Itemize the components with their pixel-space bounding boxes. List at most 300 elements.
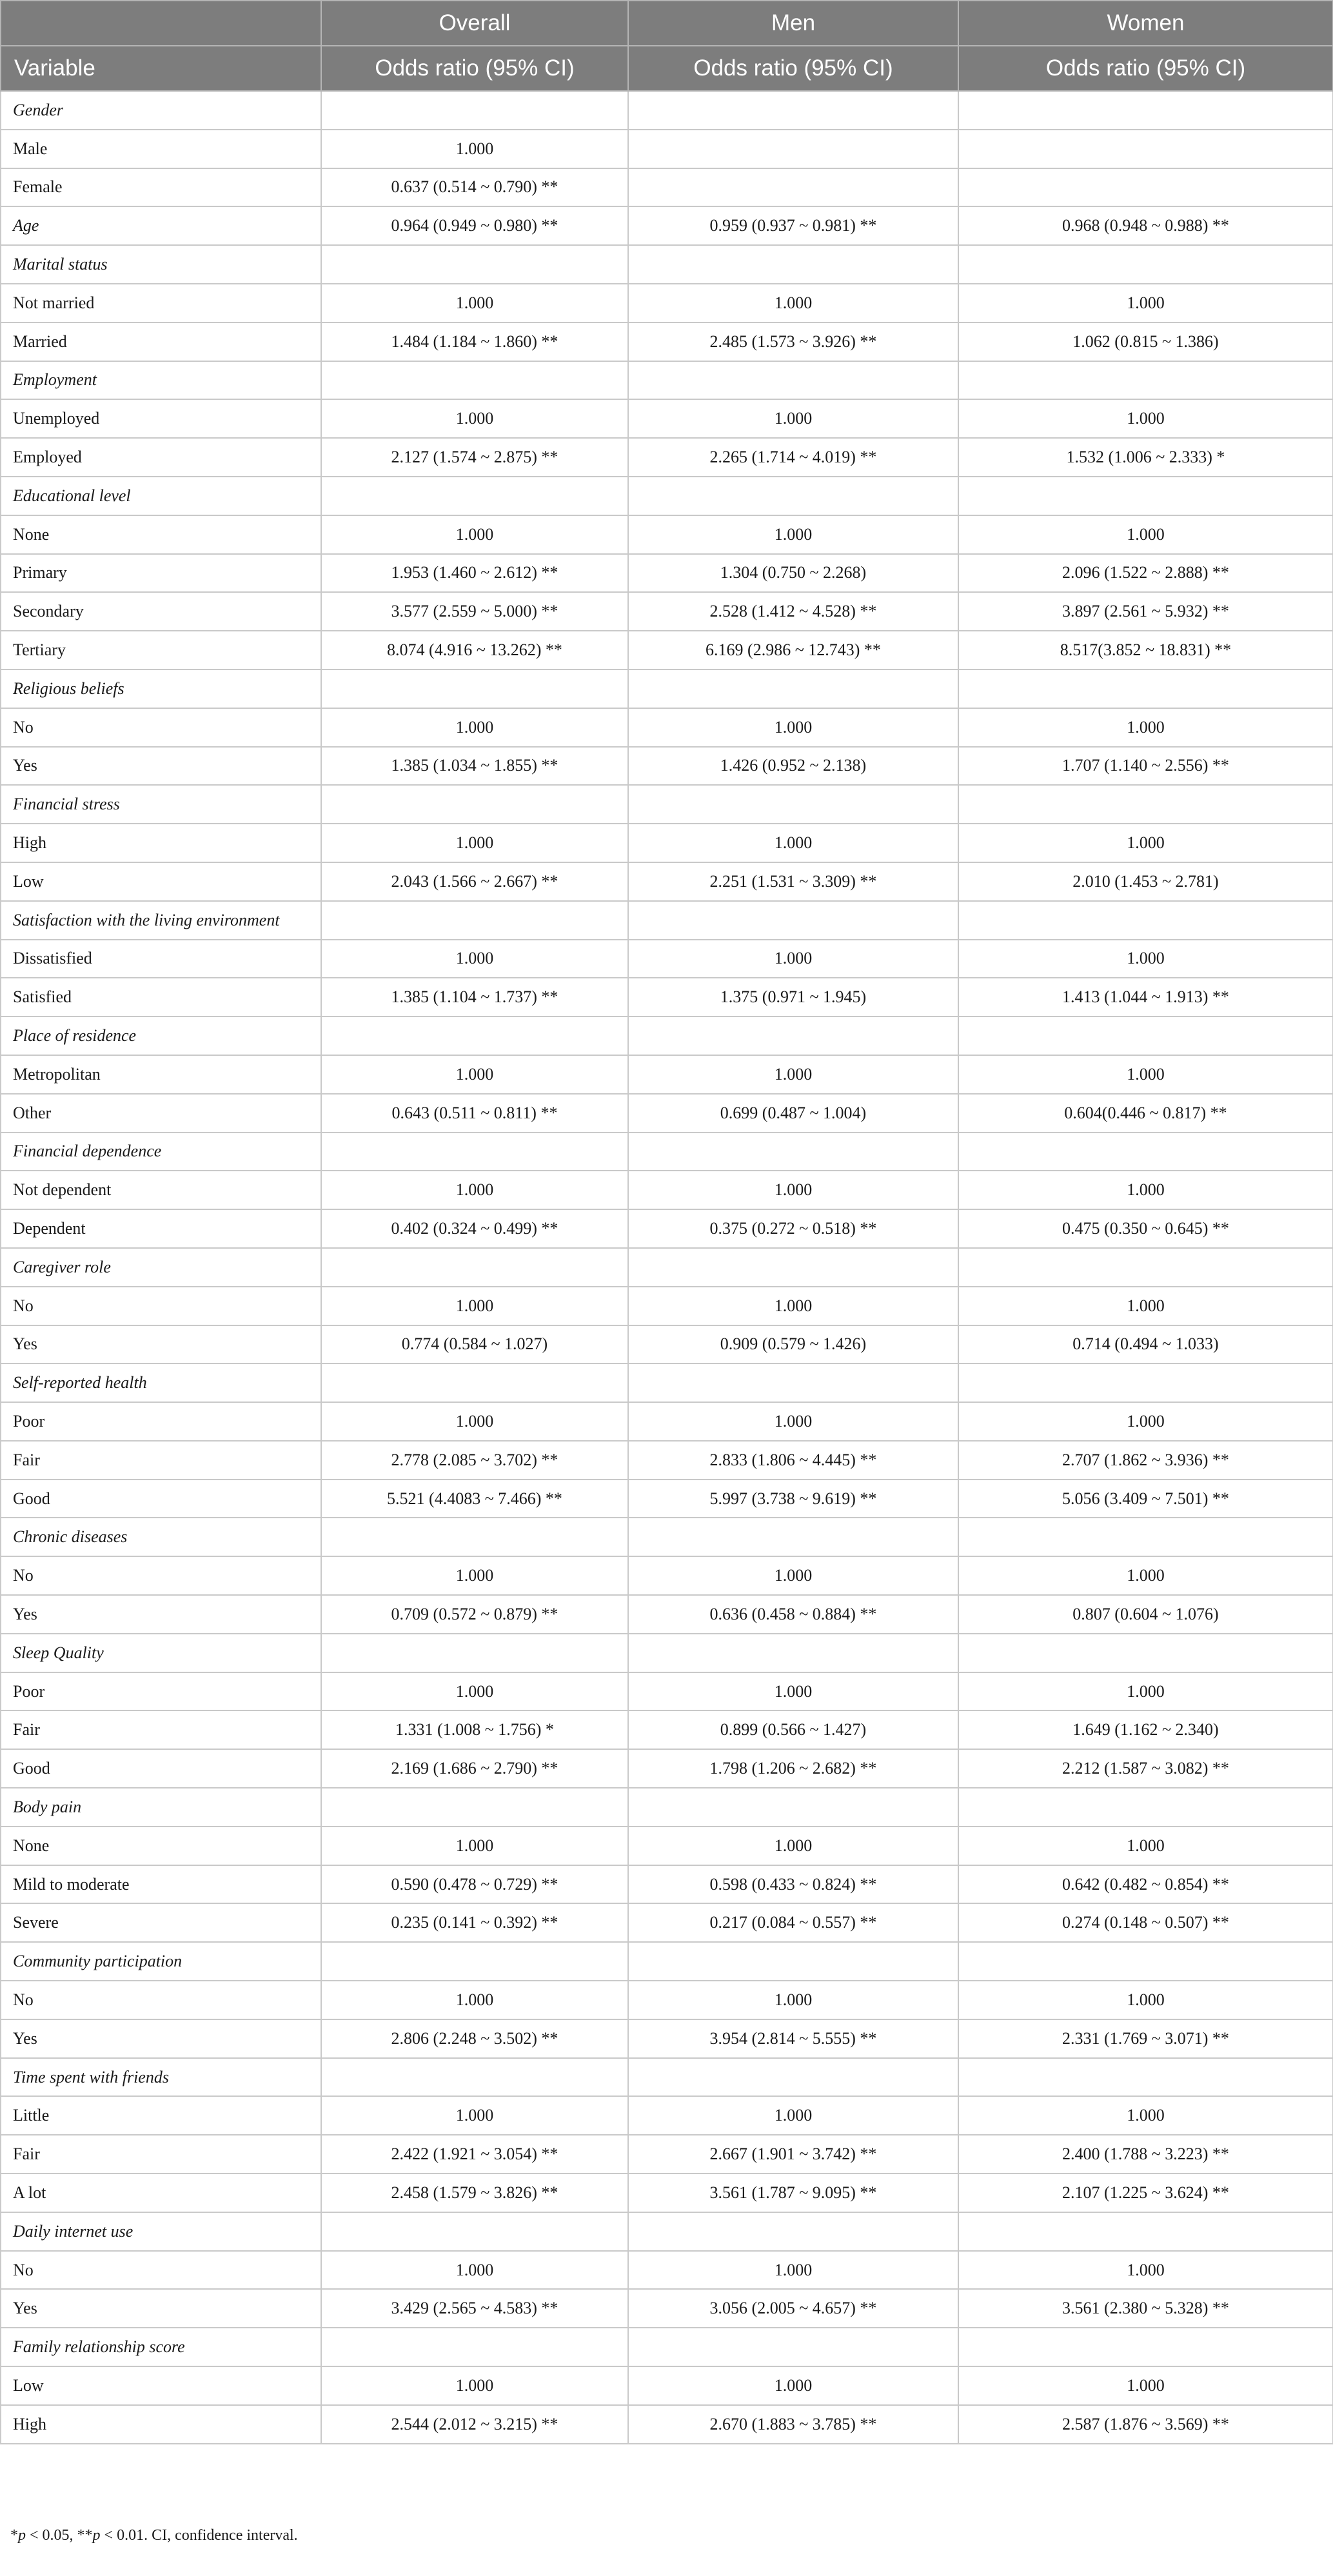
odds-ratio-cell-women <box>958 1518 1333 1556</box>
odds-ratio-cell-men: 2.667 (1.901 ~ 3.742) ** <box>628 2135 958 2174</box>
odds-ratio-cell-overall: 0.964 (0.949 ~ 0.980) ** <box>321 206 628 245</box>
odds-ratio-cell-women: 1.000 <box>958 1171 1333 1209</box>
group-label-cell: Educational level <box>1 477 321 515</box>
odds-ratio-cell-men: 1.000 <box>628 2366 958 2405</box>
odds-ratio-cell-men: 2.265 (1.714 ~ 4.019) ** <box>628 438 958 477</box>
table-row <box>1 515 1333 554</box>
group-label-cell: Community participation <box>1 1942 321 1981</box>
variable-label-cell: Fair <box>1 1441 321 1480</box>
odds-ratio-cell-overall <box>321 1133 628 1171</box>
odds-ratio-cell-women: 1.000 <box>958 1981 1333 2019</box>
odds-ratio-cell-overall: 8.074 (4.916 ~ 13.262) ** <box>321 631 628 669</box>
odds-ratio-cell-women: 8.517(3.852 ~ 18.831) ** <box>958 631 1333 669</box>
odds-ratio-cell-overall <box>321 1788 628 1827</box>
odds-ratio-cell-overall: 1.000 <box>321 2366 628 2405</box>
header-men: Men <box>628 1 958 46</box>
table-row <box>1 2289 1333 2328</box>
group-label-cell: Financial stress <box>1 785 321 824</box>
odds-ratio-cell-men: 1.304 (0.750 ~ 2.268) <box>628 554 958 593</box>
odds-ratio-cell-women <box>958 245 1333 284</box>
odds-ratio-cell-men: 2.528 (1.412 ~ 4.528) ** <box>628 592 958 631</box>
odds-ratio-cell-overall: 1.000 <box>321 1055 628 1094</box>
odds-ratio-cell-women: 3.897 (2.561 ~ 5.932) ** <box>958 592 1333 631</box>
odds-ratio-cell-men <box>628 1942 958 1981</box>
table-row <box>1 631 1333 669</box>
odds-ratio-cell-overall: 0.590 (0.478 ~ 0.729) ** <box>321 1865 628 1904</box>
odds-ratio-cell-men: 5.997 (3.738 ~ 9.619) ** <box>628 1480 958 1518</box>
variable-label-cell: No <box>1 2251 321 2290</box>
variable-label-cell: Dissatisfied <box>1 940 321 978</box>
odds-ratio-cell-overall: 0.402 (0.324 ~ 0.499) ** <box>321 1209 628 1248</box>
header-women: Women <box>958 1 1333 46</box>
header-row-columns <box>1 46 1333 91</box>
variable-label-cell: Satisfied <box>1 978 321 1016</box>
table-group-row <box>1 1788 1333 1827</box>
variable-label-cell: Severe <box>1 1903 321 1942</box>
table-group-row <box>1 1016 1333 1055</box>
variable-label-cell: Metropolitan <box>1 1055 321 1094</box>
table-row <box>1 322 1333 361</box>
odds-ratio-cell-overall: 1.000 <box>321 940 628 978</box>
odds-ratio-cell-women: 0.968 (0.948 ~ 0.988) ** <box>958 206 1333 245</box>
group-label-cell: Marital status <box>1 245 321 284</box>
table-group-row <box>1 1363 1333 1402</box>
table-row <box>1 1287 1333 1325</box>
table-group-row <box>1 206 1333 245</box>
group-label-cell: Employment <box>1 361 321 400</box>
variable-label-cell: A lot <box>1 2174 321 2212</box>
odds-ratio-cell-men <box>628 361 958 400</box>
odds-ratio-cell-women: 2.010 (1.453 ~ 2.781) <box>958 862 1333 901</box>
odds-ratio-cell-men <box>628 1634 958 1672</box>
table-row <box>1 1094 1333 1133</box>
table-group-row <box>1 669 1333 708</box>
table-header <box>1 1 1333 91</box>
table-row <box>1 1325 1333 1364</box>
odds-ratio-cell-overall: 3.429 (2.565 ~ 4.583) ** <box>321 2289 628 2328</box>
odds-ratio-cell-overall: 1.000 <box>321 399 628 438</box>
variable-label-cell: Not dependent <box>1 1171 321 1209</box>
footnote-sig-text-2: < 0.01. CI, confidence interval. <box>100 2527 298 2544</box>
odds-ratio-cell-women: 2.331 (1.769 ~ 3.071) ** <box>958 2019 1333 2058</box>
odds-ratio-cell-women: 1.707 (1.140 ~ 2.556) ** <box>958 747 1333 786</box>
variable-label-cell: Primary <box>1 554 321 593</box>
variable-label-cell: Not married <box>1 284 321 322</box>
variable-label-cell: Poor <box>1 1672 321 1711</box>
variable-label-cell: Dependent <box>1 1209 321 1248</box>
header-odds-ratio-women: Odds ratio (95% CI) <box>958 46 1333 91</box>
table-row <box>1 130 1333 168</box>
variable-label-cell: Secondary <box>1 592 321 631</box>
odds-ratio-cell-overall <box>321 785 628 824</box>
odds-ratio-cell-women <box>958 901 1333 940</box>
odds-ratio-cell-overall: 1.000 <box>321 708 628 747</box>
odds-ratio-cell-women: 1.000 <box>958 1055 1333 1094</box>
variable-label-cell: Fair <box>1 2135 321 2174</box>
table-group-row <box>1 1248 1333 1287</box>
odds-ratio-cell-men: 1.000 <box>628 1171 958 1209</box>
table-row <box>1 1556 1333 1595</box>
odds-ratio-cell-men: 1.000 <box>628 284 958 322</box>
odds-ratio-cell-women: 2.096 (1.522 ~ 2.888) ** <box>958 554 1333 593</box>
odds-ratio-cell-women: 0.475 (0.350 ~ 0.645) ** <box>958 1209 1333 1248</box>
odds-ratio-cell-overall <box>321 1016 628 1055</box>
footnote-sig-text-1: < 0.05, <box>26 2527 77 2544</box>
odds-ratio-cell-women <box>958 1788 1333 1827</box>
table-row <box>1 1480 1333 1518</box>
variable-label-cell: Good <box>1 1480 321 1518</box>
variable-label-cell: Little <box>1 2096 321 2135</box>
variable-label-cell: High <box>1 2405 321 2444</box>
odds-ratio-cell-men <box>628 2328 958 2366</box>
odds-ratio-cell-men: 1.000 <box>628 1402 958 1441</box>
odds-ratio-cell-men: 3.561 (1.787 ~ 9.095) ** <box>628 2174 958 2212</box>
footnote-sig-symbol-1: * <box>10 2527 18 2544</box>
table-group-row <box>1 1634 1333 1672</box>
odds-ratio-cell-men: 1.000 <box>628 1055 958 1094</box>
odds-ratio-cell-men: 1.000 <box>628 1556 958 1595</box>
table-group-row <box>1 785 1333 824</box>
odds-ratio-cell-women: 1.000 <box>958 1672 1333 1711</box>
variable-label-cell: Other <box>1 1094 321 1133</box>
odds-ratio-cell-women: 1.000 <box>958 940 1333 978</box>
odds-ratio-cell-overall: 0.709 (0.572 ~ 0.879) ** <box>321 1595 628 1634</box>
odds-ratio-cell-men <box>628 785 958 824</box>
variable-label-cell: Good <box>1 1749 321 1788</box>
odds-ratio-cell-women <box>958 2058 1333 2097</box>
odds-ratio-cell-overall <box>321 245 628 284</box>
odds-ratio-cell-overall: 2.544 (2.012 ~ 3.215) ** <box>321 2405 628 2444</box>
group-label-cell: Sleep Quality <box>1 1634 321 1672</box>
odds-ratio-cell-overall <box>321 477 628 515</box>
odds-ratio-cell-men <box>628 91 958 130</box>
variable-label-cell: Tertiary <box>1 631 321 669</box>
table-group-row <box>1 1133 1333 1171</box>
odds-ratio-cell-overall <box>321 1363 628 1402</box>
table-row <box>1 2405 1333 2444</box>
odds-ratio-cell-men: 0.598 (0.433 ~ 0.824) ** <box>628 1865 958 1904</box>
table-row <box>1 1672 1333 1711</box>
variable-label-cell: Low <box>1 2366 321 2405</box>
odds-ratio-cell-overall <box>321 1518 628 1556</box>
odds-ratio-cell-overall: 1.000 <box>321 2251 628 2290</box>
odds-ratio-cell-overall: 1.000 <box>321 2096 628 2135</box>
odds-ratio-cell-women <box>958 477 1333 515</box>
odds-ratio-cell-women: 1.000 <box>958 284 1333 322</box>
odds-ratio-cell-men <box>628 1248 958 1287</box>
group-label-cell: Caregiver role <box>1 1248 321 1287</box>
odds-ratio-cell-men: 1.000 <box>628 399 958 438</box>
odds-ratio-cell-women: 1.000 <box>958 2251 1333 2290</box>
odds-ratio-cell-men: 0.375 (0.272 ~ 0.518) ** <box>628 1209 958 1248</box>
odds-ratio-cell-women: 2.707 (1.862 ~ 3.936) ** <box>958 1441 1333 1480</box>
odds-ratio-cell-women: 2.107 (1.225 ~ 3.624) ** <box>958 2174 1333 2212</box>
odds-ratio-cell-women <box>958 361 1333 400</box>
odds-ratio-cell-overall: 2.806 (2.248 ~ 3.502) ** <box>321 2019 628 2058</box>
odds-ratio-cell-men <box>628 2212 958 2251</box>
variable-label-cell: Poor <box>1 1402 321 1441</box>
table-group-row <box>1 901 1333 940</box>
variable-label-cell: Female <box>1 168 321 207</box>
table-row <box>1 1595 1333 1634</box>
odds-ratio-cell-men: 6.169 (2.986 ~ 12.743) ** <box>628 631 958 669</box>
variable-label-cell: High <box>1 824 321 862</box>
odds-ratio-cell-women <box>958 2328 1333 2366</box>
odds-ratio-cell-overall: 5.521 (4.4083 ~ 7.466) ** <box>321 1480 628 1518</box>
table-row <box>1 2251 1333 2290</box>
table-row <box>1 1055 1333 1094</box>
odds-ratio-cell-women: 5.056 (3.409 ~ 7.501) ** <box>958 1480 1333 1518</box>
table-row <box>1 747 1333 786</box>
odds-ratio-cell-women: 0.604(0.446 ~ 0.817) ** <box>958 1094 1333 1133</box>
odds-ratio-cell-women: 2.212 (1.587 ~ 3.082) ** <box>958 1749 1333 1788</box>
variable-label-cell: Male <box>1 130 321 168</box>
odds-ratio-cell-men: 2.485 (1.573 ~ 3.926) ** <box>628 322 958 361</box>
odds-ratio-cell-women <box>958 1942 1333 1981</box>
table-row <box>1 1749 1333 1788</box>
odds-ratio-cell-overall: 2.778 (2.085 ~ 3.702) ** <box>321 1441 628 1480</box>
odds-ratio-cell-men: 1.000 <box>628 1287 958 1325</box>
table-group-row <box>1 245 1333 284</box>
odds-ratio-cell-overall: 2.127 (1.574 ~ 2.875) ** <box>321 438 628 477</box>
odds-ratio-cell-women <box>958 1363 1333 1402</box>
odds-ratio-cell-overall: 1.000 <box>321 130 628 168</box>
table-row <box>1 592 1333 631</box>
header-blank-cell <box>1 1 321 46</box>
odds-ratio-cell-overall <box>321 1248 628 1287</box>
odds-ratio-cell-men: 1.000 <box>628 940 958 978</box>
table-row <box>1 1209 1333 1248</box>
table-group-row <box>1 361 1333 400</box>
odds-ratio-cell-overall <box>321 901 628 940</box>
variable-label-cell: None <box>1 1827 321 1865</box>
odds-ratio-cell-women <box>958 91 1333 130</box>
odds-ratio-cell-women <box>958 168 1333 207</box>
table-row <box>1 978 1333 1016</box>
variable-label-cell: No <box>1 1287 321 1325</box>
odds-ratio-cell-overall: 3.577 (2.559 ~ 5.000) ** <box>321 592 628 631</box>
odds-ratio-cell-overall: 1.000 <box>321 1827 628 1865</box>
table-row <box>1 2366 1333 2405</box>
odds-ratio-cell-women: 1.000 <box>958 1556 1333 1595</box>
group-label-cell: Financial dependence <box>1 1133 321 1171</box>
odds-ratio-cell-women <box>958 669 1333 708</box>
table-row <box>1 554 1333 593</box>
variable-label-cell: Yes <box>1 1325 321 1364</box>
odds-ratio-cell-overall: 2.169 (1.686 ~ 2.790) ** <box>321 1749 628 1788</box>
table-body <box>1 91 1333 2444</box>
odds-ratio-cell-overall: 1.000 <box>321 1981 628 2019</box>
odds-ratio-cell-overall: 1.000 <box>321 1402 628 1441</box>
odds-ratio-cell-women <box>958 1133 1333 1171</box>
odds-ratio-cell-overall <box>321 361 628 400</box>
group-label-cell: Satisfaction with the living environment <box>1 901 321 940</box>
odds-ratio-cell-men: 1.000 <box>628 2251 958 2290</box>
table-row <box>1 399 1333 438</box>
odds-ratio-cell-overall: 1.953 (1.460 ~ 2.612) ** <box>321 554 628 593</box>
odds-ratio-cell-overall: 1.484 (1.184 ~ 1.860) ** <box>321 322 628 361</box>
odds-ratio-cell-women <box>958 1248 1333 1287</box>
table-row <box>1 1865 1333 1904</box>
odds-ratio-cell-overall: 1.000 <box>321 1672 628 1711</box>
variable-label-cell: Yes <box>1 1595 321 1634</box>
odds-ratio-cell-women <box>958 130 1333 168</box>
odds-ratio-cell-overall: 0.235 (0.141 ~ 0.392) ** <box>321 1903 628 1942</box>
table-row <box>1 2096 1333 2135</box>
odds-ratio-cell-overall: 1.000 <box>321 1287 628 1325</box>
odds-ratio-cell-women: 2.587 (1.876 ~ 3.569) ** <box>958 2405 1333 2444</box>
variable-label-cell: Low <box>1 862 321 901</box>
odds-ratio-cell-overall: 1.000 <box>321 284 628 322</box>
variable-label-cell: Mild to moderate <box>1 1865 321 1904</box>
variable-label-cell: No <box>1 1981 321 2019</box>
group-label-cell: Family relationship score <box>1 2328 321 2366</box>
odds-ratio-cell-women: 0.714 (0.494 ~ 1.033) <box>958 1325 1333 1364</box>
variable-label-cell: No <box>1 708 321 747</box>
odds-ratio-cell-overall: 1.000 <box>321 1556 628 1595</box>
odds-ratio-cell-men: 1.000 <box>628 708 958 747</box>
table-group-row <box>1 1942 1333 1981</box>
odds-ratio-cell-men: 2.670 (1.883 ~ 3.785) ** <box>628 2405 958 2444</box>
odds-ratio-cell-men: 3.056 (2.005 ~ 4.657) ** <box>628 2289 958 2328</box>
variable-label-cell: None <box>1 515 321 554</box>
variable-label-cell: Employed <box>1 438 321 477</box>
odds-ratio-cell-men: 1.375 (0.971 ~ 1.945) <box>628 978 958 1016</box>
header-odds-ratio-men: Odds ratio (95% CI) <box>628 46 958 91</box>
odds-ratio-cell-women: 1.000 <box>958 708 1333 747</box>
odds-ratio-cell-women <box>958 1016 1333 1055</box>
odds-ratio-cell-women <box>958 2212 1333 2251</box>
footnote-sig-symbol-2: ** <box>77 2527 93 2544</box>
odds-ratio-cell-overall: 0.643 (0.511 ~ 0.811) ** <box>321 1094 628 1133</box>
variable-label-cell: Fair <box>1 1710 321 1749</box>
odds-ratio-cell-women <box>958 1634 1333 1672</box>
table-group-row <box>1 91 1333 130</box>
table-row <box>1 1981 1333 2019</box>
odds-ratio-cell-men: 1.000 <box>628 1827 958 1865</box>
group-label-cell: Daily internet use <box>1 2212 321 2251</box>
table-row <box>1 1441 1333 1480</box>
table-footnote <box>10 2527 298 2544</box>
table-row <box>1 940 1333 978</box>
odds-ratio-cell-women: 1.000 <box>958 515 1333 554</box>
table-row <box>1 284 1333 322</box>
odds-ratio-cell-men: 0.909 (0.579 ~ 1.426) <box>628 1325 958 1364</box>
header-odds-ratio-overall: Odds ratio (95% CI) <box>321 46 628 91</box>
odds-ratio-cell-men <box>628 1133 958 1171</box>
odds-ratio-cell-men <box>628 2058 958 2097</box>
table-row <box>1 2019 1333 2058</box>
odds-ratio-cell-men: 1.000 <box>628 515 958 554</box>
odds-ratio-cell-men: 2.833 (1.806 ~ 4.445) ** <box>628 1441 958 1480</box>
odds-ratio-cell-men <box>628 901 958 940</box>
odds-ratio-cell-overall: 1.385 (1.104 ~ 1.737) ** <box>321 978 628 1016</box>
group-label-cell: Religious beliefs <box>1 669 321 708</box>
table-row <box>1 824 1333 862</box>
odds-ratio-cell-women: 1.000 <box>958 1402 1333 1441</box>
odds-ratio-cell-overall <box>321 2328 628 2366</box>
table-group-row <box>1 2212 1333 2251</box>
group-label-cell: Body pain <box>1 1788 321 1827</box>
table-row <box>1 1402 1333 1441</box>
variable-label-cell: Yes <box>1 2289 321 2328</box>
group-label-cell: Gender <box>1 91 321 130</box>
odds-ratio-cell-men <box>628 1518 958 1556</box>
odds-ratio-cell-men: 2.251 (1.531 ~ 3.309) ** <box>628 862 958 901</box>
odds-ratio-cell-overall <box>321 1942 628 1981</box>
variable-label-cell: Yes <box>1 2019 321 2058</box>
odds-ratio-cell-overall <box>321 2058 628 2097</box>
odds-ratio-cell-overall <box>321 2212 628 2251</box>
odds-ratio-cell-men <box>628 1363 958 1402</box>
odds-ratio-cell-overall: 0.774 (0.584 ~ 1.027) <box>321 1325 628 1364</box>
table-row <box>1 1827 1333 1865</box>
odds-ratio-cell-women <box>958 785 1333 824</box>
odds-ratio-cell-overall: 1.385 (1.034 ~ 1.855) ** <box>321 747 628 786</box>
table-row <box>1 2135 1333 2174</box>
odds-ratio-cell-men <box>628 1788 958 1827</box>
odds-ratio-cell-men: 0.699 (0.487 ~ 1.004) <box>628 1094 958 1133</box>
odds-ratio-cell-overall: 2.043 (1.566 ~ 2.667) ** <box>321 862 628 901</box>
footnote-p-variable-2: p <box>92 2527 101 2544</box>
table-row <box>1 2174 1333 2212</box>
variable-label-cell: Unemployed <box>1 399 321 438</box>
odds-ratio-cell-overall: 1.000 <box>321 824 628 862</box>
odds-ratio-cell-women: 0.807 (0.604 ~ 1.076) <box>958 1595 1333 1634</box>
group-label-cell: Place of residence <box>1 1016 321 1055</box>
table-row <box>1 1171 1333 1209</box>
odds-ratio-cell-women: 1.413 (1.044 ~ 1.913) ** <box>958 978 1333 1016</box>
odds-ratio-cell-overall: 1.000 <box>321 515 628 554</box>
odds-ratio-cell-overall: 2.422 (1.921 ~ 3.054) ** <box>321 2135 628 2174</box>
odds-ratio-cell-women: 1.000 <box>958 2096 1333 2135</box>
odds-ratio-cell-overall: 0.637 (0.514 ~ 0.790) ** <box>321 168 628 207</box>
odds-ratio-cell-men: 1.000 <box>628 1981 958 2019</box>
odds-ratio-cell-men: 1.000 <box>628 1672 958 1711</box>
table-row <box>1 1903 1333 1942</box>
odds-ratio-cell-women: 1.000 <box>958 2366 1333 2405</box>
table-row <box>1 862 1333 901</box>
odds-ratio-cell-women: 2.400 (1.788 ~ 3.223) ** <box>958 2135 1333 2174</box>
odds-ratio-cell-men: 0.959 (0.937 ~ 0.981) ** <box>628 206 958 245</box>
table-group-row <box>1 1518 1333 1556</box>
odds-ratio-cell-men: 0.899 (0.566 ~ 1.427) <box>628 1710 958 1749</box>
odds-ratio-cell-men: 1.000 <box>628 2096 958 2135</box>
odds-ratio-cell-women: 3.561 (2.380 ~ 5.328) ** <box>958 2289 1333 2328</box>
odds-ratio-cell-men: 1.798 (1.206 ~ 2.682) ** <box>628 1749 958 1788</box>
odds-ratio-cell-overall: 2.458 (1.579 ~ 3.826) ** <box>321 2174 628 2212</box>
header-variable: Variable <box>1 46 321 91</box>
odds-ratio-cell-men <box>628 669 958 708</box>
footnote-p-variable-1: p <box>18 2527 26 2544</box>
table-row <box>1 1710 1333 1749</box>
odds-ratio-cell-men: 3.954 (2.814 ~ 5.555) ** <box>628 2019 958 2058</box>
table-group-row <box>1 2328 1333 2366</box>
odds-ratio-cell-overall <box>321 91 628 130</box>
variable-label-cell: Married <box>1 322 321 361</box>
table-group-row <box>1 477 1333 515</box>
table-row <box>1 708 1333 747</box>
group-label-cell: Age <box>1 206 321 245</box>
table-row <box>1 168 1333 207</box>
odds-ratio-cell-women: 1.649 (1.162 ~ 2.340) <box>958 1710 1333 1749</box>
group-label-cell: Self-reported health <box>1 1363 321 1402</box>
odds-ratio-cell-women: 0.274 (0.148 ~ 0.507) ** <box>958 1903 1333 1942</box>
odds-ratio-cell-men <box>628 130 958 168</box>
header-row-groups <box>1 1 1333 46</box>
odds-ratio-cell-men <box>628 245 958 284</box>
odds-ratio-cell-overall: 1.000 <box>321 1171 628 1209</box>
